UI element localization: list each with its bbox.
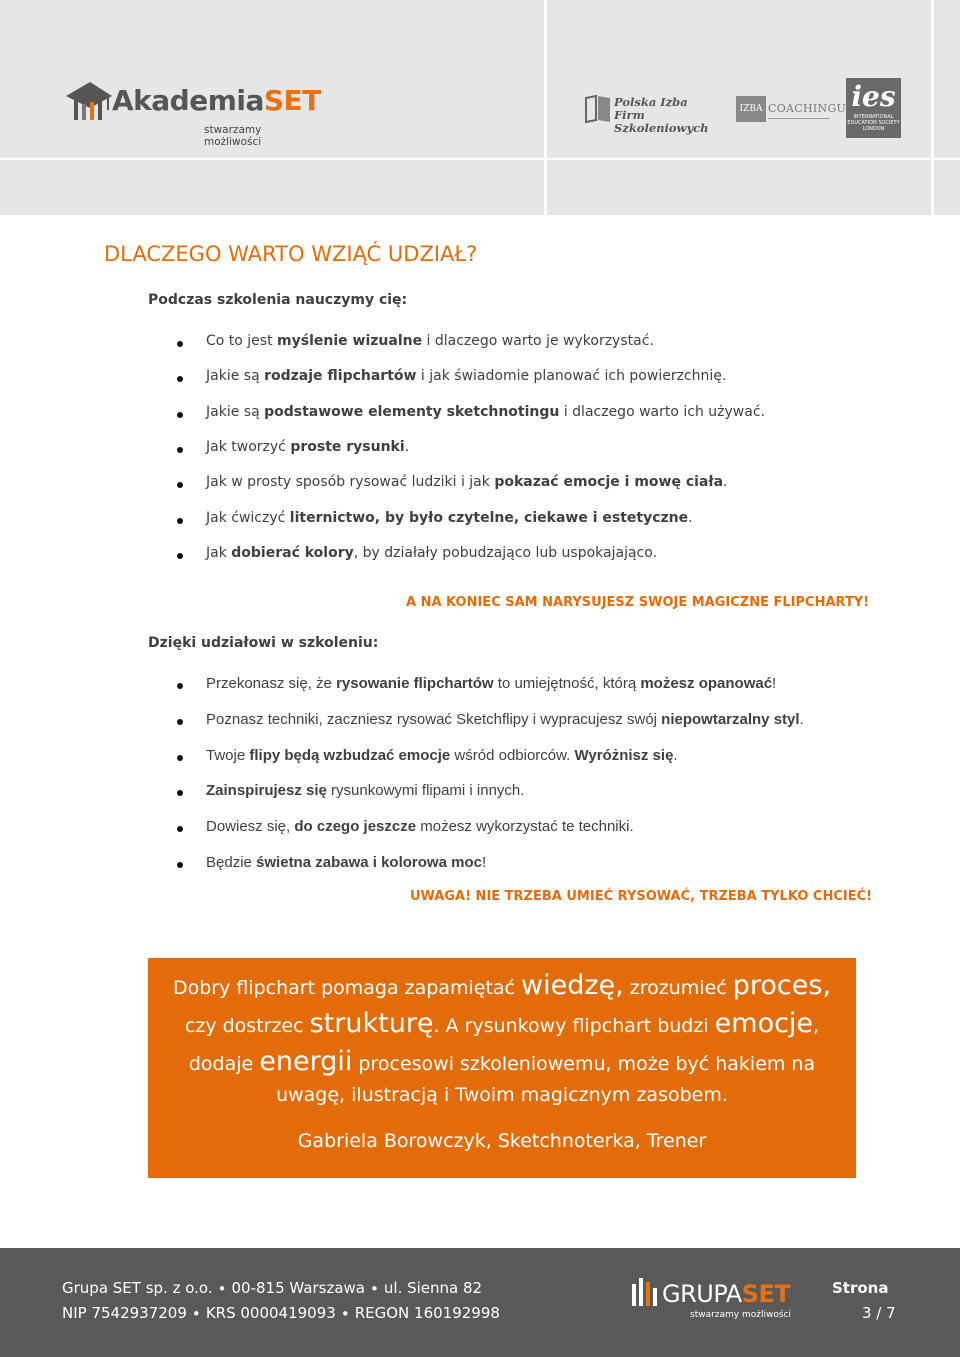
section1-title: Podczas szkolenia nauczymy cię: [148, 292, 408, 308]
bullet-dot [177, 341, 183, 347]
list-item-text: rysowanie flipchartów [336, 675, 494, 692]
list-item-text: i dlaczego warto ich używać. [559, 403, 765, 420]
footer-registry: NIP 7542937209 ∙ KRS 0000419093 ∙ REGON 160192998 [62, 1304, 500, 1322]
quote-line [148, 1084, 856, 1106]
list-item-text: . [404, 438, 410, 455]
graduation-cap-icon [64, 76, 114, 122]
bullet-dot [177, 376, 183, 382]
izba-coachingu-logo [736, 96, 847, 122]
list-item-text: . [673, 746, 678, 764]
grupa-set-logo [632, 1276, 792, 1326]
bullet-dot [177, 553, 183, 559]
list-item-text: Wyróżnisz się [574, 746, 674, 764]
book-icon [584, 94, 612, 124]
quote-text: procesowi szkoleniowemu, może być hakiem na [352, 1053, 816, 1075]
header-divider [544, 0, 547, 215]
page-footer [0, 1248, 960, 1357]
ies-line3: LONDON [862, 126, 885, 132]
list-item [206, 474, 727, 490]
list-item-text: Zainspirujesz się [206, 782, 327, 800]
list-item-text: Jakie są [206, 368, 265, 385]
list-item-text: rodzaje flipchartów [264, 368, 417, 385]
quote-emphasis: proces, [732, 970, 832, 1001]
quote-line [148, 970, 856, 1001]
list-item-text: i jak świadomie planować ich powierzchnię. [416, 368, 727, 385]
grupa-word: GRUPA [662, 1280, 742, 1308]
list-item [206, 675, 776, 692]
quote-text: dodaje [188, 1053, 260, 1075]
list-item [206, 747, 678, 764]
quote-box [148, 958, 856, 1178]
izba-box: IZBA [736, 96, 766, 122]
akademia-set-logo [64, 76, 321, 148]
quote-text: uwagę, ilustracją i Twoim magicznym zasobem. [276, 1084, 728, 1106]
polska-izba-logo [584, 92, 724, 135]
list-item-text: flipy będą wzbudzać emocje [249, 746, 451, 764]
list-item-text: do czego jeszcze [294, 818, 417, 836]
bullet-dot [177, 482, 183, 488]
ies-line1: INTERNATIONAL [853, 114, 894, 120]
page-label: Strona [832, 1279, 889, 1297]
list-item-text: Jak w prosty sposób rysować ludziki i jak [206, 474, 495, 491]
page-header [0, 0, 960, 215]
list-item-text: , by działały pobudzająco lub uspokajająco. [353, 544, 658, 561]
list-item-text: Jak [206, 544, 232, 561]
quote-emphasis: energii [259, 1046, 353, 1077]
bullet-dot [177, 790, 183, 796]
list-item-text: Jakie są [206, 403, 265, 420]
list-item-text: dobierać kolory [231, 544, 354, 561]
list-item [206, 439, 409, 455]
list-item [206, 782, 524, 799]
bullet-dot [177, 826, 183, 832]
quote-emphasis: wiedzę, [521, 970, 624, 1001]
page-number: 3 / 7 [862, 1304, 896, 1322]
page-heading: DLACZEGO WARTO WZIĄĆ UDZIAŁ? [104, 242, 478, 266]
list-item-text: myślenie wizualne [277, 333, 423, 349]
list-item-text: możesz wykorzystać te techniki. [416, 818, 634, 836]
grupa-tagline: stwarzamy możliwości [690, 1310, 791, 1320]
list-item [206, 404, 765, 420]
header-divider [0, 158, 960, 160]
list-item-text: niepowtarzalny styl [661, 710, 800, 728]
bullet-dot [177, 755, 183, 761]
quote-text: , [813, 1015, 820, 1037]
header-divider [931, 0, 934, 215]
list-item-text: to umiejętność, którą [493, 675, 641, 692]
quote-emphasis: strukturę [309, 1008, 434, 1039]
list-item-text: Będzie [206, 854, 257, 871]
quote-author: Gabriela Borowczyk, Sketchnoterka, Trener [297, 1130, 707, 1152]
list-item-text: możesz opanować [640, 675, 773, 692]
set-word: SET [741, 1280, 791, 1308]
izba-underline [768, 118, 830, 119]
list-item-text: ! [481, 854, 487, 871]
list-item [206, 854, 486, 871]
list-item-text: wśród odbiorców. [450, 746, 575, 764]
list-item-text: Przekonasz się, że [206, 675, 337, 692]
bars-icon [632, 1278, 658, 1308]
list-item-text: Co to jest [206, 333, 278, 349]
list-item-text: Poznasz techniki, zaczniesz rysować Sketchflipy i wypracujesz swój [206, 710, 662, 728]
list-item-text: ! [772, 675, 777, 692]
list-item-text: Jak ćwiczyć [206, 509, 290, 526]
quote-text: . A rysunkowy flipchart budzi [433, 1015, 715, 1037]
list-item-text: . [688, 509, 693, 526]
pifs-line2: Firm Szkoleniowych [614, 108, 709, 135]
list-item-text: Dowiesz się, [206, 818, 295, 836]
list-item [206, 368, 726, 384]
quote-text: zrozumieć [623, 977, 733, 999]
list-item-text: pokazać emocje i mowę ciała [494, 474, 724, 491]
ies-wordmark: ies [851, 80, 896, 113]
list-item [206, 333, 654, 349]
bullet-dot [177, 862, 183, 868]
list-item-text: liternictwo, by było czytelne, ciekawe i estetyczne [289, 509, 689, 526]
footer-address: Grupa SET sp. z o.o. ∙ 00-815 Warszawa ∙ ul. Sienna 82 [62, 1279, 483, 1297]
set-word: SET [263, 84, 321, 117]
section1-note: A NA KONIEC SAM NARYSUJESZ SWOJE MAGICZNE FLIPCHARTY! [406, 595, 870, 610]
list-item [206, 711, 804, 728]
list-item-text: Twoje [206, 746, 250, 764]
list-item [206, 818, 634, 835]
ies-logo [846, 78, 901, 138]
quote-line [148, 1008, 856, 1039]
list-item-text: . [723, 474, 728, 491]
bullet-dot [177, 683, 183, 689]
list-item [206, 545, 657, 561]
akademia-wordmark [112, 84, 321, 117]
quote-line [148, 1046, 856, 1077]
list-item-text: świetna zabawa i kolorowa moc [256, 854, 482, 871]
bullet-dot [177, 719, 183, 725]
section2-title: Dzięki udziałowi w szkoleniu: [148, 635, 379, 651]
bullet-dot [177, 412, 183, 418]
list-item-text: rysunkowymi flipami i innych. [326, 782, 525, 800]
list-item-text: i dlaczego warto je wykorzystać. [422, 333, 654, 349]
quote-text: Dobry flipchart pomaga zapamiętać [172, 977, 522, 999]
list-item-text: Jak tworzyć [206, 438, 291, 455]
section2-note: UWAGA! NIE TRZEBA UMIEĆ RYSOWAĆ, TRZEBA TYLKO CHCIEĆ! [410, 889, 873, 904]
akademia-word: Akademia [112, 84, 264, 117]
list-item-text: podstawowe elementy sketchnotingu [264, 403, 560, 420]
list-item-text: . [799, 710, 804, 728]
quote-text: czy dostrzec [184, 1015, 310, 1037]
grupa-wordmark [662, 1280, 790, 1308]
ies-line2: EDUCATION SOCIETY [847, 120, 900, 126]
list-item-text: proste rysunki [290, 438, 405, 455]
pifs-line1: Polska Izba [614, 95, 688, 109]
list-item [206, 510, 693, 526]
izba-text: COACHINGU [768, 102, 847, 115]
bullet-dot [177, 518, 183, 524]
akademia-tagline: stwarzamy możliwości [204, 124, 262, 148]
bullet-dot [177, 447, 183, 453]
quote-emphasis: emocje [714, 1008, 814, 1039]
